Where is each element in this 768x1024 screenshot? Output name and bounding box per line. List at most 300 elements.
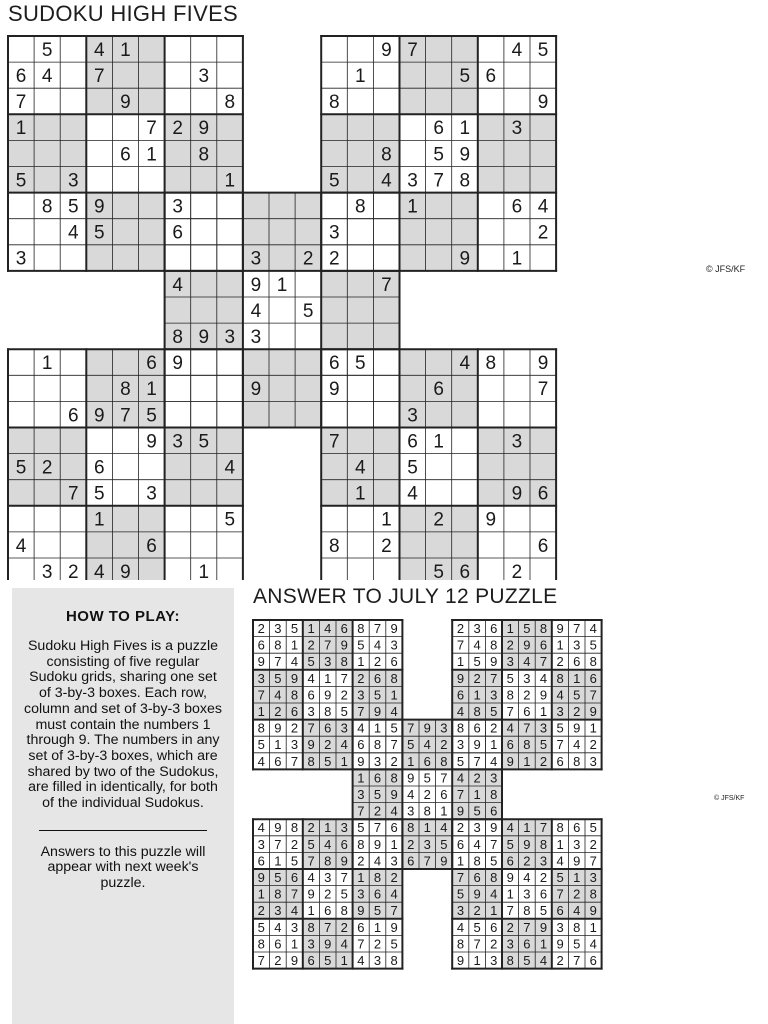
answer-cell-digit: 4 — [490, 886, 498, 902]
answer-cell-digit: 2 — [257, 620, 265, 636]
answer-cell-digit: 5 — [407, 737, 415, 753]
puzzle-cell-digit: 7 — [94, 65, 105, 87]
answer-cell-digit: 5 — [589, 820, 597, 836]
answer-cell-digit: 8 — [573, 919, 581, 935]
answer-cell-digit: 4 — [290, 654, 299, 670]
answer-cell-digit: 9 — [539, 919, 548, 935]
puzzle-cell-digit: 1 — [511, 248, 523, 270]
puzzle-cell-digit: 2 — [172, 118, 183, 140]
answer-cell-digit: 2 — [506, 637, 514, 653]
answer-cell-digit: 8 — [324, 853, 332, 869]
answer-cell-digit: 2 — [407, 836, 415, 852]
answer-cell-digit: 2 — [506, 919, 514, 935]
answer-cell-digit: 6 — [257, 637, 265, 653]
answer-cell-digit: 1 — [539, 703, 548, 719]
answer-cell-digit: 3 — [523, 886, 531, 902]
puzzle-cell-digit: 9 — [198, 118, 210, 140]
puzzle-cell-digit: 8 — [381, 144, 392, 166]
puzzle-cell-digit: 6 — [67, 405, 79, 427]
answer-cell-digit: 1 — [589, 919, 597, 935]
answer-cell-digit: 8 — [357, 836, 365, 852]
answer-cell-digit: 3 — [506, 936, 514, 952]
answer-cell-digit: 8 — [539, 836, 548, 852]
answer-cell-digit: 5 — [274, 869, 282, 885]
puzzle-cell-digit: 5 — [328, 170, 340, 192]
answer-cell-digit: 7 — [257, 952, 265, 968]
puzzle-cell-digit: 2 — [381, 535, 392, 557]
puzzle-cell-digit: 9 — [120, 561, 131, 580]
answer-cell-digit: 7 — [373, 620, 382, 636]
answer-cell-digit: 2 — [307, 820, 315, 836]
answer-cell-digit: 1 — [373, 919, 382, 935]
answer-cell-digit: 6 — [556, 903, 564, 919]
answer-cell-digit: 8 — [556, 820, 564, 836]
answer-cell-digit: 2 — [274, 703, 282, 719]
puzzle-cell-digit: 8 — [459, 170, 471, 192]
answer-cell-digit: 4 — [357, 952, 365, 968]
answer-cell-digit: 1 — [274, 853, 282, 869]
answer-cell-digit: 7 — [340, 869, 348, 885]
answer-cell-digit: 3 — [539, 853, 548, 869]
puzzle-cell-digit: 9 — [511, 483, 523, 505]
answer-cell-digit: 4 — [440, 820, 448, 836]
answer-cell-digit: 4 — [290, 903, 299, 919]
answer-cell-digit: 2 — [373, 654, 382, 670]
puzzle-cell-digit: 6 — [537, 535, 549, 557]
answer-cell-digit: 1 — [257, 703, 265, 719]
puzzle-cell-digit: 6 — [94, 457, 105, 479]
answer-cell-digit: 4 — [473, 637, 481, 653]
answer-cell-digit: 5 — [357, 820, 365, 836]
answer-cell-digit: 1 — [490, 737, 498, 753]
answer-cell-digit: 2 — [373, 803, 382, 819]
answer-cell-digit: 9 — [506, 753, 514, 769]
answer-cell-digit: 5 — [506, 836, 514, 852]
puzzle-cell-digit: 7 — [407, 39, 418, 61]
puzzle-cell-digit: 3 — [172, 196, 183, 218]
answer-cell-digit: 7 — [473, 936, 481, 952]
answer-cell-digit: 2 — [357, 670, 365, 686]
answer-cell-digit: 5 — [373, 687, 382, 703]
answer-cell-digit: 6 — [257, 853, 265, 869]
answer-cell-digit: 1 — [490, 903, 498, 919]
answer-cell-digit: 4 — [523, 654, 531, 670]
answer-cell-digit: 6 — [290, 869, 299, 885]
answer-cell-digit: 1 — [556, 836, 564, 852]
answer-cell-digit: 4 — [257, 753, 265, 769]
answer-cell-digit: 7 — [340, 670, 348, 686]
puzzle-cell-digit: 3 — [250, 326, 262, 348]
answer-cell-digit: 7 — [274, 836, 282, 852]
answer-cell-digit: 6 — [423, 753, 431, 769]
answer-cell-digit: 8 — [589, 654, 597, 670]
puzzle-cell-digit: 1 — [15, 118, 27, 140]
answer-cell-digit: 7 — [307, 720, 315, 736]
answer-cell-digit: 7 — [490, 670, 498, 686]
answer-cell-digit: 9 — [573, 720, 581, 736]
answer-cell-digit: 5 — [423, 770, 431, 786]
answer-cell-digit: 4 — [456, 770, 465, 786]
answer-cell-digit: 2 — [340, 687, 348, 703]
answer-cell-digit: 1 — [523, 753, 531, 769]
answer-cell-digit: 6 — [556, 753, 564, 769]
answer-cell-digit: 9 — [290, 670, 299, 686]
answer-cell-digit: 1 — [573, 670, 581, 686]
answer-cell-digit: 2 — [556, 654, 564, 670]
puzzle-cell-digit: 6 — [328, 353, 340, 375]
answer-cell-digit: 3 — [423, 836, 431, 852]
answer-cell-digit: 7 — [373, 820, 382, 836]
answer-cell-digit: 6 — [274, 936, 282, 952]
answer-cell-digit: 3 — [357, 886, 365, 902]
puzzle-cell-digit: 1 — [459, 118, 471, 140]
answer-cell-digit: 7 — [274, 654, 282, 670]
answer-cell-digit: 3 — [556, 919, 564, 935]
answer-cell-digit: 3 — [357, 786, 365, 802]
answer-cell-digit: 4 — [340, 936, 348, 952]
answer-cell-digit: 3 — [456, 903, 465, 919]
puzzle-cell-digit: 5 — [41, 39, 53, 61]
answer-cell-digit: 4 — [589, 620, 597, 636]
puzzle-cell-digit: 5 — [224, 509, 236, 531]
answer-cell-digit: 6 — [373, 670, 382, 686]
puzzle-cell-digit: 1 — [41, 353, 53, 375]
puzzle-cell-digit: 6 — [433, 379, 444, 401]
answer-cell-digit: 3 — [523, 670, 531, 686]
answer-cell-digit: 9 — [274, 720, 282, 736]
answer-cell-digit: 9 — [573, 853, 581, 869]
puzzle-cell-digit: 5 — [433, 144, 444, 166]
puzzle-cell-digit: 4 — [94, 561, 105, 580]
answer-cell-digit: 5 — [490, 853, 498, 869]
answer-cell-digit: 5 — [373, 786, 382, 802]
puzzle-cell-digit: 9 — [328, 379, 340, 401]
answer-cell-digit: 1 — [340, 952, 348, 968]
answer-cell-digit: 6 — [407, 853, 415, 869]
answer-cell-digit: 5 — [456, 753, 465, 769]
puzzle-cell-digit: 6 — [459, 561, 471, 580]
answer-cell-digit: 2 — [539, 753, 548, 769]
answer-cell-digit: 9 — [456, 952, 465, 968]
answer-cell-digit: 8 — [290, 687, 299, 703]
puzzle-cell-digit: 5 — [15, 457, 27, 479]
puzzle-cell-digit: 5 — [198, 431, 210, 453]
puzzle-cell-digit: 2 — [433, 509, 444, 531]
answer-cell-digit: 1 — [506, 620, 514, 636]
puzzle-cell-digit: 6 — [15, 65, 27, 87]
answer-cell-digit: 4 — [589, 936, 597, 952]
answer-cell-digit: 8 — [373, 737, 382, 753]
answer-cell-digit: 5 — [357, 637, 365, 653]
answer-cell-digit: 8 — [290, 820, 299, 836]
answer-cell-digit: 5 — [523, 620, 531, 636]
answer-cell-digit: 6 — [390, 654, 398, 670]
answer-cell-digit: 8 — [340, 654, 348, 670]
answer-cell-digit: 6 — [390, 820, 398, 836]
puzzle-cell-digit: 3 — [224, 326, 236, 348]
answer-cell-digit: 4 — [523, 869, 531, 885]
answer-cell-digit: 5 — [490, 703, 498, 719]
answer-cell-digit: 5 — [473, 654, 481, 670]
answer-cell-digit: 5 — [324, 952, 332, 968]
puzzle-cell-digit: 3 — [250, 248, 262, 270]
puzzle-cell-digit: 9 — [198, 326, 210, 348]
answer-cell-digit: 2 — [373, 936, 382, 952]
puzzle-cell-digit: 5 — [407, 457, 418, 479]
answer-cell-digit: 4 — [539, 952, 548, 968]
puzzle-cell-digit: 9 — [459, 144, 471, 166]
answer-cell-digit: 9 — [456, 670, 465, 686]
puzzle-cell-digit: 8 — [172, 326, 183, 348]
answer-cell-digit: 8 — [456, 720, 465, 736]
puzzle-cell-digit: 1 — [146, 144, 157, 166]
answer-cell-digit: 3 — [357, 687, 365, 703]
answer-cell-digit: 2 — [456, 820, 465, 836]
answer-cell-digit: 7 — [506, 903, 514, 919]
puzzle-cell-digit: 3 — [67, 170, 79, 192]
answer-cell-digit: 1 — [307, 620, 315, 636]
answer-cell-digit: 1 — [373, 720, 382, 736]
answer-cell-digit: 3 — [307, 936, 315, 952]
answer-cell-digit: 2 — [340, 919, 348, 935]
answer-cell-digit: 6 — [357, 919, 365, 935]
answer-cell-digit: 1 — [390, 687, 398, 703]
answer-cell-digit: 1 — [473, 952, 481, 968]
answer-cell-digit: 2 — [456, 620, 465, 636]
answer-cell-digit: 2 — [324, 737, 332, 753]
answer-cell-digit: 5 — [390, 720, 398, 736]
answer-cell-digit: 5 — [307, 654, 315, 670]
answer-cell-digit: 5 — [456, 886, 465, 902]
answer-cell-digit: 6 — [573, 654, 581, 670]
answer-cell-digit: 7 — [456, 869, 465, 885]
answer-cell-digit: 1 — [307, 903, 315, 919]
answer-cell-digit: 8 — [523, 903, 531, 919]
answer-cell-digit: 3 — [573, 637, 581, 653]
answer-cell-digit: 3 — [506, 654, 514, 670]
answer-cell-digit: 9 — [290, 952, 299, 968]
answer-cell-digit: 5 — [506, 670, 514, 686]
answer-note: Answers to this puzzle will appear with next week's puzzle. — [40, 843, 206, 892]
answer-cell-digit: 7 — [257, 687, 265, 703]
answer-cell-digit: 6 — [324, 903, 332, 919]
answer-cell-digit: 6 — [357, 737, 365, 753]
answer-cell-digit: 7 — [539, 654, 548, 670]
answer-cell-digit: 8 — [423, 803, 431, 819]
answer-cell-digit: 6 — [440, 786, 448, 802]
answer-cell-digit: 3 — [290, 737, 299, 753]
answer-cell-digit: 3 — [556, 703, 564, 719]
puzzle-cell-digit: 9 — [485, 509, 497, 531]
answer-cell-digit: 9 — [307, 737, 315, 753]
puzzle-cell-digit: 9 — [250, 274, 262, 296]
answer-cell-digit: 1 — [274, 737, 282, 753]
puzzle-cell-digit: 6 — [485, 65, 497, 87]
answer-cell-digit: 7 — [539, 820, 548, 836]
puzzle-cell-digit: 3 — [511, 431, 523, 453]
answer-cell-digit: 8 — [340, 903, 348, 919]
answer-cell-digit: 1 — [324, 670, 332, 686]
answer-cell-digit: 7 — [390, 737, 398, 753]
puzzle-cell-digit: 4 — [511, 39, 523, 61]
answer-cell-digit: 3 — [373, 952, 382, 968]
answer-cell-digit: 4 — [556, 687, 564, 703]
puzzle-cell-digit: 9 — [381, 39, 392, 61]
answer-cell-digit: 4 — [506, 820, 514, 836]
answer-cell-digit: 9 — [589, 703, 597, 719]
answer-cell-digit: 6 — [539, 886, 548, 902]
answer-cell-digit: 5 — [473, 803, 481, 819]
answer-cell-digit: 3 — [573, 836, 581, 852]
answer-cell-digit: 1 — [456, 654, 465, 670]
puzzle-cell-digit: 1 — [146, 379, 157, 401]
answer-cell-digit: 9 — [490, 820, 498, 836]
answer-cell-digit: 9 — [440, 853, 448, 869]
answer-cell-digit: 4 — [307, 869, 315, 885]
answer-cell-digit: 8 — [490, 786, 498, 802]
answer-cell-digit: 5 — [556, 720, 564, 736]
puzzle-cell-digit: 1 — [94, 509, 105, 531]
answer-cell-digit: 2 — [573, 703, 581, 719]
answer-cell-digit: 9 — [473, 886, 481, 902]
answer-cell-digit: 7 — [473, 753, 481, 769]
answer-cell-digit: 2 — [573, 886, 581, 902]
answer-cell-digit: 8 — [473, 703, 481, 719]
answer-cell-digit: 6 — [373, 770, 382, 786]
how-to-body: Sudoku High Fives is a puzzle consisting of five regular Sudoku grids, sharing one set of 3-by-3 boxes. Each row, column and set of 3-by-3 boxes must contain the numbers 1 through 9. The numbers in any set of 3-by-3 boxes, which are shared by two of the Sudokus, are filled in identically, for both of the individual Sudokus. — [24, 638, 222, 812]
puzzle-cell-digit: 3 — [511, 118, 523, 140]
answer-cell-digit: 8 — [257, 936, 265, 952]
answer-cell-digit: 1 — [556, 637, 564, 653]
puzzle-cell-digit: 4 — [537, 196, 549, 218]
answer-cell-digit: 7 — [556, 737, 564, 753]
answer-cell-digit: 8 — [589, 886, 597, 902]
answer-cell-digit: 5 — [573, 687, 581, 703]
puzzle-cell-digit: 3 — [407, 170, 418, 192]
puzzle-cell-digit: 2 — [328, 248, 340, 270]
answer-cell-digit: 6 — [307, 687, 315, 703]
answer-cell-digit: 9 — [324, 687, 332, 703]
answer-cell-digit: 5 — [373, 903, 382, 919]
answer-cell-digit: 7 — [407, 720, 415, 736]
answer-cell-digit: 2 — [390, 753, 398, 769]
answer-cell-digit: 3 — [473, 620, 481, 636]
answer-cell-digit: 8 — [390, 670, 398, 686]
answer-cell-digit: 6 — [589, 952, 597, 968]
answer-cell-digit: 2 — [274, 952, 282, 968]
answer-cell-digit: 1 — [257, 886, 265, 902]
answer-cell-digit: 1 — [523, 820, 531, 836]
answer-cell-digit: 9 — [407, 770, 415, 786]
puzzle-cell-digit: 4 — [67, 222, 79, 244]
answer-cell-digit: 3 — [340, 720, 348, 736]
answer-cell-digit: 9 — [473, 737, 481, 753]
answer-cell-digit: 4 — [407, 786, 415, 802]
puzzle-cell-digit: 3 — [328, 222, 340, 244]
answer-cell-digit: 7 — [324, 637, 332, 653]
answer-cell-digit: 9 — [539, 687, 548, 703]
puzzle-cell-digit: 7 — [146, 118, 157, 140]
answer-cell-digit: 1 — [506, 886, 514, 902]
answer-cell-digit: 9 — [523, 836, 531, 852]
answer-cell-digit: 6 — [324, 720, 332, 736]
answer-title: ANSWER TO JULY 12 PUZZLE — [253, 585, 558, 608]
puzzle-cell-digit: 1 — [120, 39, 131, 61]
puzzle-cell-digit: 3 — [41, 561, 53, 580]
puzzle-cell-digit: 8 — [355, 196, 366, 218]
answer-cell-digit: 9 — [373, 836, 382, 852]
puzzle-cell-digit: 1 — [224, 170, 236, 192]
answer-cell-digit: 7 — [573, 952, 581, 968]
answer-cell-digit: 1 — [473, 786, 481, 802]
puzzle-cell-digit: 4 — [41, 65, 53, 87]
answer-cell-digit: 7 — [490, 836, 498, 852]
answer-cell-digit: 2 — [473, 770, 481, 786]
puzzle-cell-digit: 7 — [433, 170, 444, 192]
answer-cell-digit: 4 — [257, 820, 265, 836]
answer-cell-digit: 6 — [589, 670, 597, 686]
answer-cell-digit: 6 — [373, 886, 382, 902]
puzzle-cell-digit: 9 — [537, 353, 549, 375]
puzzle-cell-digit: 1 — [407, 196, 418, 218]
puzzle-cell-digit: 8 — [198, 144, 210, 166]
answer-cell-digit: 1 — [440, 803, 448, 819]
answer-cell-digit: 8 — [573, 753, 581, 769]
puzzle-cell-digit: 1 — [381, 509, 392, 531]
answer-cell-digit: 7 — [456, 786, 465, 802]
puzzle-cell-digit: 3 — [172, 431, 183, 453]
answer-cell-digit: 2 — [423, 786, 431, 802]
puzzle-cell-digit: 1 — [355, 483, 366, 505]
answer-cell-digit: 5 — [573, 936, 581, 952]
answer-cell-digit: 4 — [573, 903, 581, 919]
answer-cell-digit: 7 — [290, 886, 299, 902]
answer-cell-digit: 9 — [357, 753, 365, 769]
answer-cell-digit: 7 — [357, 703, 365, 719]
puzzle-cell-digit: 4 — [459, 353, 471, 375]
answer-cell-digit: 7 — [589, 687, 597, 703]
answer-cell-digit: 8 — [390, 770, 398, 786]
answer-cell-digit: 7 — [456, 637, 465, 653]
answer-cell-digit: 1 — [324, 820, 332, 836]
answer-copyright: © JFS/KF — [714, 795, 745, 802]
answer-cell-digit: 8 — [257, 720, 265, 736]
answer-cell-digit: 1 — [390, 836, 398, 852]
answer-cell-digit: 6 — [456, 836, 465, 852]
answer-cell-digit: 4 — [506, 720, 514, 736]
puzzle-cell-digit: 5 — [15, 170, 27, 192]
answer-cell-digit: 8 — [274, 637, 282, 653]
answer-cell-digit: 9 — [274, 820, 282, 836]
answer-cell-digit: 9 — [307, 886, 315, 902]
answer-cell-digit: 8 — [407, 820, 415, 836]
answer-cell-digit: 9 — [456, 803, 465, 819]
puzzle-cell-digit: 8 — [328, 92, 340, 114]
answer-cell-digit: 4 — [340, 737, 348, 753]
puzzle-cell-digit: 9 — [172, 353, 183, 375]
puzzle-cell-digit: 2 — [67, 561, 79, 580]
answer-cell-digit: 2 — [290, 836, 299, 852]
answer-cell-digit: 3 — [456, 737, 465, 753]
answer-cell-digit: 4 — [307, 670, 315, 686]
answer-cell-digit: 9 — [257, 869, 265, 885]
puzzle-cell-digit: 3 — [146, 483, 157, 505]
answer-cell-digit: 4 — [390, 703, 398, 719]
answer-cell-digit: 2 — [556, 952, 564, 968]
puzzle-cell-digit: 2 — [302, 248, 314, 270]
answer-cell-digit: 3 — [274, 620, 282, 636]
answer-cell-digit: 8 — [506, 952, 514, 968]
